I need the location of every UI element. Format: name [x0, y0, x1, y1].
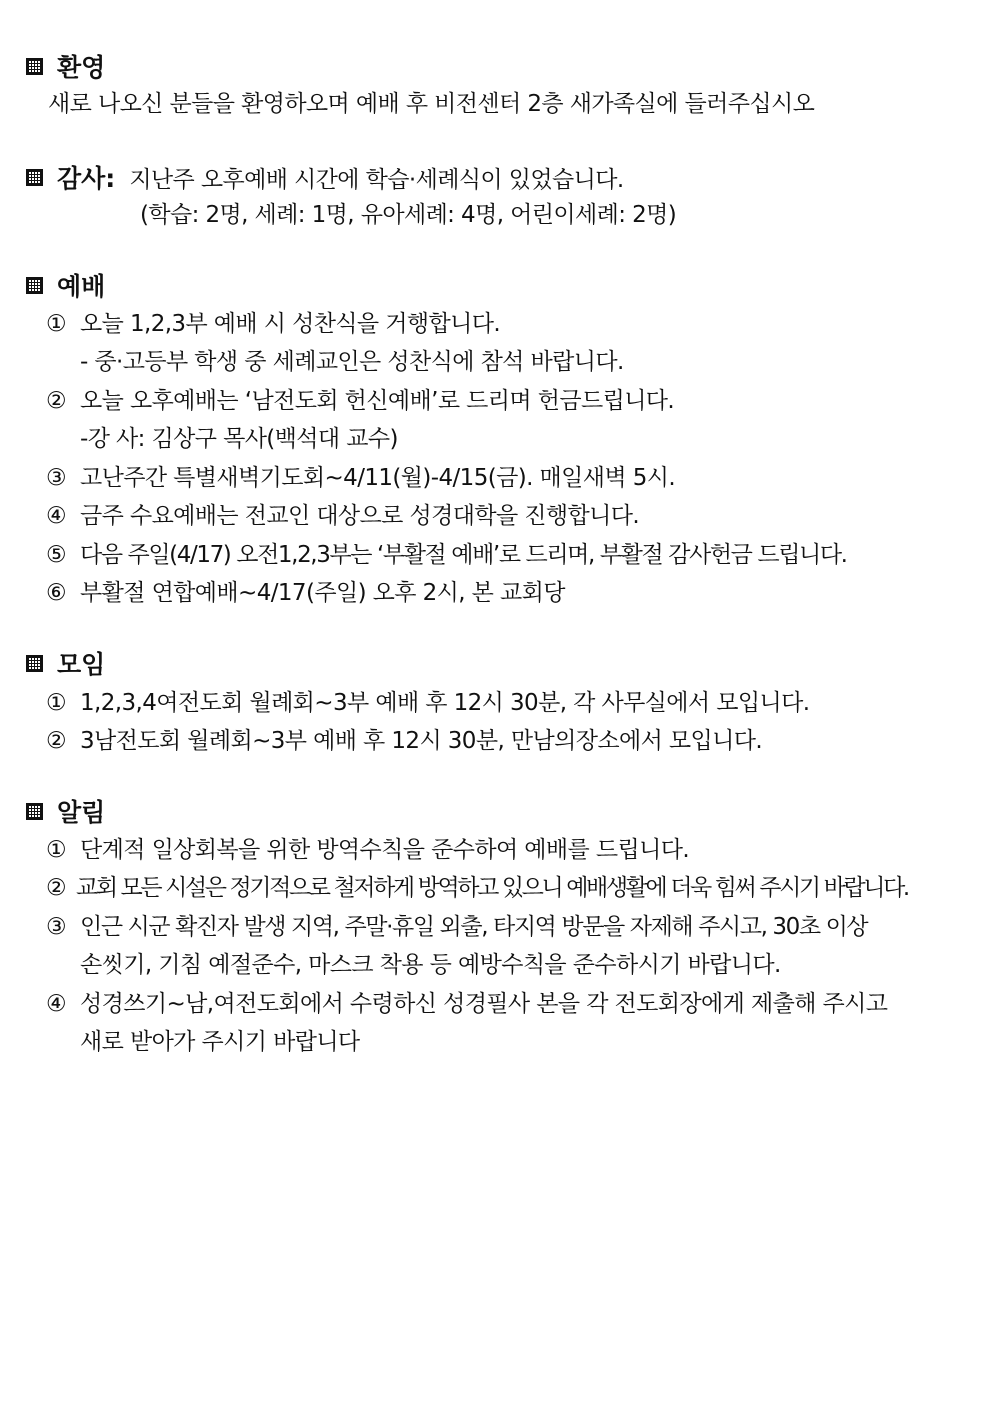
- notices-heading: [26, 794, 105, 828]
- notices-title: 알림: [57, 798, 106, 827]
- list-item: ⑤ 다음 주일(4/17) 오전1,2,3부는 ‘부활절 예배’로 드리며, 부활절 감사헌금 드립니다.: [46, 542, 847, 568]
- worship-title: 예배: [57, 272, 106, 301]
- list-item: ① 1,2,3,4여전도회 월례회~3부 예배 후 12시 30분, 각 사무실에서 모입니다.: [46, 690, 810, 716]
- list-item: ⑥ 부활절 연합예배~4/17(주일) 오후 2시, 본 교회당: [46, 580, 565, 606]
- square-bullet-icon: [26, 58, 43, 75]
- list-item: ② 교회 모든 시설은 정기적으로 철저하게 방역하고 있으니 예배생활에 더욱 힘써 주시기 바랍니다.: [46, 875, 908, 901]
- list-item: ① 오늘 1,2,3부 예배 시 성찬식을 거행합니다.: [46, 311, 501, 337]
- meetings-title: 모임: [57, 650, 106, 679]
- list-item: -강 사: 김상구 목사(백석대 교수): [80, 426, 398, 452]
- square-bullet-icon: [26, 655, 43, 672]
- list-item: ③ 인근 시군 확진자 발생 지역, 주말·휴일 외출, 타지역 방문을 자제해 주시고, 30초 이상: [46, 914, 868, 940]
- meetings-heading: [26, 646, 105, 680]
- welcome-title: 환영: [57, 53, 106, 82]
- list-item: - 중·고등부 학생 중 세례교인은 성찬식에 참석 바랍니다.: [80, 349, 624, 375]
- list-item: ④ 금주 수요예배는 전교인 대상으로 성경대학을 진행합니다.: [46, 503, 640, 529]
- worship-heading: [26, 268, 105, 302]
- list-item: ② 3남전도회 월례회~3부 예배 후 12시 30분, 만남의장소에서 모입니다.: [46, 728, 763, 754]
- list-item: 새로 받아가 주시기 바랍니다: [80, 1029, 360, 1055]
- welcome-heading: [26, 49, 105, 83]
- square-bullet-icon: [26, 169, 43, 186]
- square-bullet-icon: [26, 803, 43, 820]
- list-item: ③ 고난주간 특별새벽기도회~4/11(월)-4/15(금). 매일새벽 5시.: [46, 465, 676, 491]
- welcome-text: 새로 나오신 분들을 환영하오며 예배 후 비전센터 2층 새가족실에 들러주십시오: [48, 91, 815, 117]
- thanks-detail: (학습: 2명, 세례: 1명, 유아세례: 4명, 어린이세례: 2명): [140, 202, 677, 228]
- list-item: ④ 성경쓰기~남,여전도회에서 수령하신 성경필사 본을 각 전도회장에게 제출해 주시고: [46, 991, 888, 1017]
- thanks-heading: [26, 160, 624, 194]
- list-item: ① 단계적 일상회복을 위한 방역수칙을 준수하여 예배를 드립니다.: [46, 837, 690, 863]
- list-item: 손씻기, 기침 예절준수, 마스크 착용 등 예방수칙을 준수하시기 바랍니다.: [80, 952, 781, 978]
- thanks-title: 감사:: [57, 164, 116, 193]
- thanks-text: 지난주 오후예배 시간에 학습·세례식이 있었습니다.: [129, 166, 624, 193]
- list-item: ② 오늘 오후예배는 ‘남전도회 헌신예배’로 드리며 헌금드립니다.: [46, 388, 675, 414]
- square-bullet-icon: [26, 277, 43, 294]
